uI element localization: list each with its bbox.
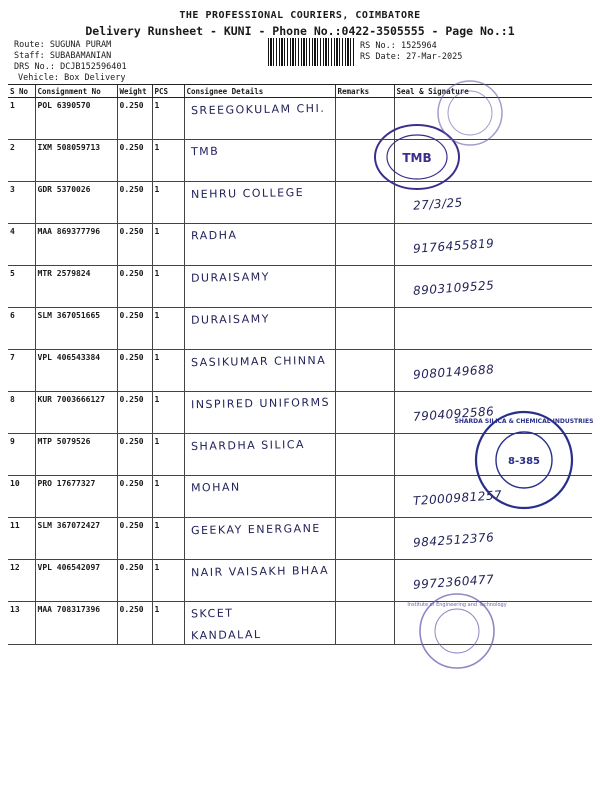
consignee-handwriting-line2 <box>191 165 333 167</box>
consignee-handwriting-line2 <box>191 375 333 377</box>
pcs-cell: 1 <box>152 350 184 392</box>
sharda-stamp-text: SHARDA SILICA & CHEMICAL INDUSTRIES <box>454 418 594 425</box>
weight-cell: 0.250 <box>117 182 152 224</box>
consignee-handwriting: TMB <box>190 144 219 159</box>
staff-line <box>14 51 111 61</box>
remarks-cell <box>335 224 394 266</box>
signature-handwriting: 9176455819 <box>412 236 495 256</box>
sno-cell: 9 <box>8 434 35 476</box>
remarks-cell <box>335 476 394 518</box>
signature-cell <box>394 308 592 350</box>
sno-cell: 13 <box>8 602 35 645</box>
consignee-handwriting-line2 <box>191 123 333 125</box>
consignee-handwriting: NEHRU COLLEGE <box>190 186 304 201</box>
table-row <box>8 266 592 308</box>
weight-cell: 0.250 <box>117 308 152 350</box>
consignee-handwriting-line2 <box>191 585 333 587</box>
consignee-cell <box>184 224 335 266</box>
weight-cell: 0.250 <box>117 224 152 266</box>
vehicle-value: Box Delivery <box>64 73 126 83</box>
consignment-no-cell: MTR 2579824 <box>35 266 117 308</box>
col-header: Seal & Signature <box>394 85 592 98</box>
consignment-no-cell: SLM 367051665 <box>35 308 117 350</box>
consignee-handwriting-line2 <box>191 417 333 419</box>
sno-cell: 8 <box>8 392 35 434</box>
sno-cell: 7 <box>8 350 35 392</box>
sharda-stamp-code: 8-385 <box>508 456 540 467</box>
drs-line <box>14 62 127 72</box>
pcs-cell: 1 <box>152 98 184 140</box>
col-header: Weight <box>117 85 152 98</box>
rs-no-line <box>360 41 437 51</box>
consignee-handwriting: SREEGOKULAM CHI. <box>190 101 325 118</box>
skcet-stamp-text: Institute of Engineering and Technology <box>407 602 507 608</box>
col-header: PCS <box>152 85 184 98</box>
consignee-cell <box>184 602 335 645</box>
col-header: Remarks <box>335 85 394 98</box>
remarks-cell <box>335 518 394 560</box>
consignee-handwriting: NAIR VAISAKH BHAA <box>190 563 329 580</box>
remarks-cell <box>335 560 394 602</box>
runsheet-title: Delivery Runsheet - KUNI - Phone No.:0422-3505555 - Page No.:1 <box>85 24 515 38</box>
route-label: Route: <box>14 40 45 50</box>
table-row <box>8 560 592 602</box>
weight-cell: 0.250 <box>117 140 152 182</box>
consignee-handwriting: SASIKUMAR CHINNA <box>190 353 326 370</box>
signature-cell <box>394 266 592 308</box>
pcs-cell: 1 <box>152 434 184 476</box>
sno-cell: 12 <box>8 560 35 602</box>
consignee-handwriting-line2 <box>191 249 333 251</box>
vehicle-label: Vehicle: <box>18 73 59 83</box>
consignment-no-cell: MAA 708317396 <box>35 602 117 645</box>
remarks-cell <box>335 266 394 308</box>
pcs-cell: 1 <box>152 560 184 602</box>
rs-date-value: 27-Mar-2025 <box>406 52 463 62</box>
signature-handwriting: T2000981257 <box>412 487 503 509</box>
pcs-cell: 1 <box>152 476 184 518</box>
weight-cell: 0.250 <box>117 476 152 518</box>
signature-handwriting: 9080149688 <box>412 362 495 382</box>
consignee-handwriting: MOHAN <box>190 480 241 495</box>
drs-label: DRS No.: <box>14 62 55 72</box>
consignee-handwriting: SHARDHA SILICA <box>190 438 305 453</box>
rs-date-label: RS Date: <box>360 52 401 62</box>
drs-value: DCJB152596401 <box>60 62 127 72</box>
weight-cell: 0.250 <box>117 98 152 140</box>
signature-cell <box>394 518 592 560</box>
consignment-no-cell: VPL 406542097 <box>35 560 117 602</box>
table-row <box>8 308 592 350</box>
pcs-cell: 1 <box>152 308 184 350</box>
signature-handwriting: 9842512376 <box>412 530 495 550</box>
consignee-handwriting: INSPIRED UNIFORMS <box>190 395 330 412</box>
consignee-cell <box>184 182 335 224</box>
staff-label: Staff: <box>14 51 45 61</box>
weight-cell: 0.250 <box>117 266 152 308</box>
bank-seal <box>428 78 512 148</box>
consignee-cell <box>184 350 335 392</box>
sno-cell: 2 <box>8 140 35 182</box>
pcs-cell: 1 <box>152 182 184 224</box>
consignee-cell <box>184 434 335 476</box>
weight-cell: 0.250 <box>117 350 152 392</box>
col-header: Consignment No <box>35 85 117 98</box>
rs-no-value: 1525964 <box>400 41 437 51</box>
remarks-cell <box>335 350 394 392</box>
consignee-cell <box>184 392 335 434</box>
consignee-cell <box>184 476 335 518</box>
consignee-handwriting: SKCET <box>190 606 234 621</box>
consignee-handwriting-line2 <box>191 207 333 209</box>
consignee-handwriting-line2: KANDALAL <box>190 628 262 643</box>
remarks-cell <box>335 392 394 434</box>
table-row <box>8 518 592 560</box>
sno-cell: 3 <box>8 182 35 224</box>
sno-cell: 5 <box>8 266 35 308</box>
pcs-cell: 1 <box>152 224 184 266</box>
consignment-no-cell: PRO 17677327 <box>35 476 117 518</box>
signature-handwriting: 27/3/25 <box>412 195 463 213</box>
sno-cell: 1 <box>8 98 35 140</box>
pcs-cell: 1 <box>152 518 184 560</box>
weight-cell: 0.250 <box>117 602 152 645</box>
col-header: S No <box>8 85 35 98</box>
company-name: THE PROFESSIONAL COURIERS, COIMBATORE <box>179 10 421 21</box>
weight-cell: 0.250 <box>117 434 152 476</box>
consignee-handwriting-line2 <box>191 291 333 293</box>
consignee-handwriting: RADHA <box>190 228 238 243</box>
col-header: Consignee Details <box>184 85 335 98</box>
rs-date-line <box>360 52 462 62</box>
barcode <box>268 38 356 66</box>
tmb-stamp-text: TMB <box>402 151 432 165</box>
rs-no-label: RS No.: <box>360 41 396 51</box>
consignee-handwriting-line2 <box>191 333 333 335</box>
consignment-no-cell: SLM 367072427 <box>35 518 117 560</box>
route-line <box>14 40 111 50</box>
consignee-handwriting-line2 <box>191 459 333 461</box>
runsheet-table <box>8 84 592 645</box>
skcet-stamp <box>407 590 507 672</box>
consignment-no-cell: MAA 869377796 <box>35 224 117 266</box>
consignee-handwriting: GEEKAY ENERGANE <box>190 521 321 538</box>
signature-cell <box>394 224 592 266</box>
table-row <box>8 350 592 392</box>
consignee-cell <box>184 140 335 182</box>
consignment-no-cell: KUR 7003666127 <box>35 392 117 434</box>
signature-handwriting: 9972360477 <box>412 572 495 592</box>
remarks-cell <box>335 602 394 645</box>
consignee-cell <box>184 308 335 350</box>
consignee-handwriting-line2 <box>191 543 333 545</box>
weight-cell: 0.250 <box>117 392 152 434</box>
route-value: SUGUNA PURAM <box>49 40 112 50</box>
pcs-cell: 1 <box>152 602 184 645</box>
signature-handwriting: 7904092586 <box>412 404 495 424</box>
consignment-no-cell: MTP 5079526 <box>35 434 117 476</box>
consignee-handwriting: DURAISAMY <box>190 270 270 285</box>
pcs-cell: 1 <box>152 140 184 182</box>
consignee-cell <box>184 266 335 308</box>
table-row <box>8 224 592 266</box>
sno-cell: 6 <box>8 308 35 350</box>
pcs-cell: 1 <box>152 266 184 308</box>
consignee-cell <box>184 98 335 140</box>
consignment-no-cell: IXM 508059713 <box>35 140 117 182</box>
pcs-cell: 1 <box>152 392 184 434</box>
consignment-no-cell: GDR 5370026 <box>35 182 117 224</box>
remarks-cell <box>335 434 394 476</box>
sno-cell: 10 <box>8 476 35 518</box>
signature-handwriting: 8903109525 <box>412 278 495 298</box>
consignee-cell <box>184 560 335 602</box>
signature-cell <box>394 350 592 392</box>
staff-value: SUBABAMANIAN <box>49 51 112 61</box>
vehicle-line <box>18 73 126 83</box>
consignee-handwriting: DURAISAMY <box>190 312 270 327</box>
sno-cell: 4 <box>8 224 35 266</box>
weight-cell: 0.250 <box>117 560 152 602</box>
consignee-handwriting-line2 <box>191 501 333 503</box>
consignment-no-cell: POL 6390570 <box>35 98 117 140</box>
remarks-cell <box>335 308 394 350</box>
table-row <box>8 182 592 224</box>
weight-cell: 0.250 <box>117 518 152 560</box>
consignee-cell <box>184 518 335 560</box>
sno-cell: 11 <box>8 518 35 560</box>
consignment-no-cell: VPL 406543384 <box>35 350 117 392</box>
